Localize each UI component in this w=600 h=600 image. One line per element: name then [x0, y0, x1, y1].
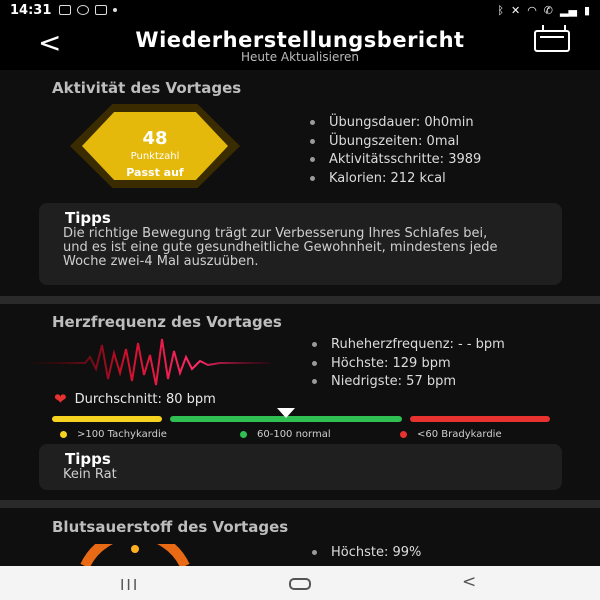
tips-text: Kein Rat	[63, 467, 117, 482]
heart-stat-resting: Ruheherzfrequenz: - - bpm	[312, 337, 505, 352]
update-label[interactable]: Heute Aktualisieren	[240, 50, 360, 64]
wifi-icon: ◠	[527, 3, 537, 17]
recent-apps-button[interactable]: III	[120, 576, 140, 594]
activity-stat-duration: Übungsdauer: 0h0min	[310, 115, 474, 130]
range-bar-high	[52, 416, 162, 422]
bullet-icon	[312, 342, 317, 347]
bullet-icon	[310, 120, 315, 125]
legend-normal: 60-100 normal	[240, 429, 331, 440]
battery-icon: ▮	[583, 3, 590, 17]
oxygen-section	[0, 508, 600, 566]
calendar-icon[interactable]	[534, 30, 570, 52]
oxygen-stat-highest: Höchste: 99%	[312, 545, 421, 560]
bullet-icon	[312, 379, 317, 384]
status-bar	[0, 0, 600, 20]
mute-icon: ✕	[510, 3, 521, 17]
system-back-button[interactable]: <	[462, 572, 477, 592]
page-title: Wiederherstellungsbericht	[135, 28, 465, 52]
activity-tips-card	[39, 203, 562, 285]
legend-dot-icon	[240, 431, 247, 438]
back-arrow-icon[interactable]: <	[38, 26, 62, 59]
range-bar-low	[410, 416, 550, 422]
section-divider	[0, 296, 600, 304]
app-header	[0, 22, 600, 68]
activity-title: Aktivität des Vortages	[52, 79, 242, 97]
heartbeat-wave	[30, 335, 270, 389]
tips-heading: Tipps	[65, 209, 111, 227]
heart-title: Herzfrequenz des Vortages	[52, 313, 282, 331]
tips-text: Die richtige Bewegung trägt zur Verbesserung Ihres Schlafes bei, und es ist eine gute gesundheitliche Gewohnheit, mindestens jede Woche zwei-4 Mal auszuüben.	[63, 226, 498, 269]
activity-stat-calories: Kalorien: 212 kcal	[310, 171, 446, 186]
legend-low: <60 Bradykardie	[400, 429, 502, 440]
score-badge	[70, 104, 240, 188]
oxygen-title: Blutsauerstoff des Vortages	[52, 518, 289, 536]
heart-stat-highest: Höchste: 129 bpm	[312, 356, 451, 371]
bullet-icon	[310, 139, 315, 144]
bluetooth-icon: ᛒ	[497, 3, 504, 17]
gallery-icon	[59, 5, 71, 15]
home-button[interactable]	[289, 578, 311, 590]
bullet-icon	[312, 361, 317, 366]
notification-dot-icon	[113, 8, 117, 12]
heart-icon: ❤	[54, 390, 67, 408]
activity-stat-times: Übungszeiten: 0mal	[310, 134, 459, 149]
signal-icon: ▂▄	[560, 3, 577, 17]
bullet-icon	[310, 157, 315, 162]
average-marker-icon	[277, 408, 295, 420]
call-icon: ✆	[543, 3, 554, 17]
bullet-icon	[312, 550, 317, 555]
status-time: 14:31	[10, 2, 52, 18]
tips-heading: Tipps	[65, 450, 111, 468]
score-value: 48	[142, 128, 168, 149]
oxygen-gauge	[80, 544, 190, 566]
activity-stat-steps: Aktivitätsschritte: 3989	[310, 152, 481, 167]
legend-high: >100 Tachykardie	[60, 429, 167, 440]
legend-dot-icon	[60, 431, 67, 438]
heart-tips-card	[39, 444, 562, 490]
score-status: Passt auf	[126, 166, 184, 179]
heart-stat-lowest: Niedrigste: 57 bpm	[312, 374, 456, 389]
vpn-icon	[95, 5, 107, 15]
system-navbar	[0, 566, 600, 600]
heart-average: ❤ Durchschnitt: 80 bpm	[54, 390, 216, 408]
legend-dot-icon	[400, 431, 407, 438]
section-divider	[0, 500, 600, 508]
bullet-icon	[310, 176, 315, 181]
sync-icon	[77, 5, 89, 15]
score-unit: Punktzahl	[130, 151, 180, 162]
